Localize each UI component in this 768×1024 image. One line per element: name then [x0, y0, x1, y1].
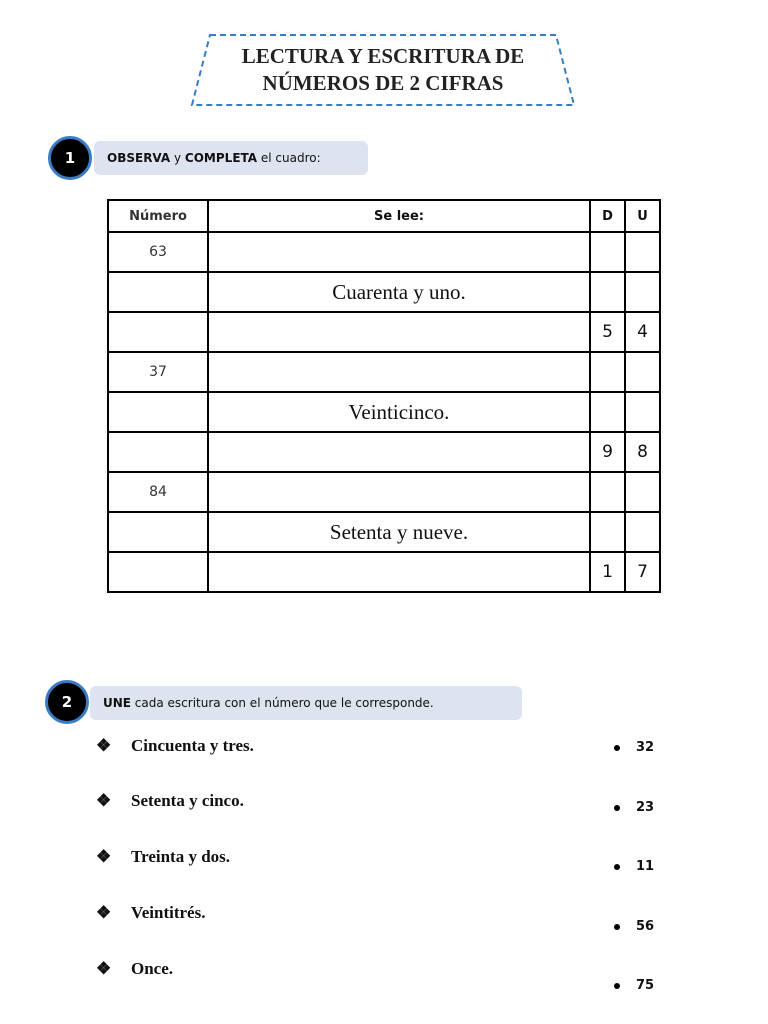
match-number-text: 11	[636, 859, 655, 874]
header-se-lee: Se lee:	[208, 200, 590, 232]
cell-numero[interactable]	[108, 552, 208, 592]
match-number-item[interactable]	[614, 919, 654, 934]
cell-numero[interactable]	[108, 312, 208, 352]
table-row	[108, 392, 660, 432]
section-1-number-badge: 1	[48, 136, 92, 180]
match-number-item[interactable]	[614, 800, 654, 815]
section-2-instruction	[103, 686, 434, 720]
cell-numero[interactable]: 63	[108, 232, 208, 272]
header-numero: Número	[108, 200, 208, 232]
cell-d[interactable]	[590, 232, 625, 272]
cell-se-lee[interactable]	[208, 312, 590, 352]
match-number-text: 75	[636, 978, 655, 993]
match-word-item[interactable]	[96, 847, 230, 867]
diamond-bullet-icon: ❖	[96, 903, 112, 922]
cell-d[interactable]: 5	[590, 312, 625, 352]
cell-d[interactable]	[590, 512, 625, 552]
table-row	[108, 512, 660, 552]
instruction-rest: el cuadro:	[257, 151, 321, 165]
table-row	[108, 272, 660, 312]
match-word-text: Veintitrés.	[131, 903, 206, 922]
cell-d[interactable]: 9	[590, 432, 625, 472]
diamond-bullet-icon: ❖	[96, 847, 112, 866]
table-row	[108, 472, 660, 512]
instruction-conjunction: y	[170, 151, 185, 165]
instruction-verb-observa: OBSERVA	[107, 151, 171, 165]
title-text	[190, 43, 576, 97]
cell-se-lee[interactable]	[208, 432, 590, 472]
match-word-item[interactable]	[96, 791, 244, 811]
cell-numero[interactable]	[108, 272, 208, 312]
match-word-text: Setenta y cinco.	[131, 791, 244, 810]
cell-se-lee[interactable]	[208, 472, 590, 512]
cell-u[interactable]	[625, 352, 660, 392]
cell-se-lee[interactable]	[208, 352, 590, 392]
bullet-dot-icon	[614, 805, 620, 811]
cell-d[interactable]: 1	[590, 552, 625, 592]
cell-u[interactable]	[625, 232, 660, 272]
match-word-text: Once.	[131, 959, 174, 978]
cell-se-lee[interactable]	[208, 552, 590, 592]
match-number-text: 23	[636, 800, 655, 815]
cell-u[interactable]	[625, 512, 660, 552]
section-1-instruction	[107, 141, 321, 175]
cell-numero[interactable]: 37	[108, 352, 208, 392]
match-number-item[interactable]	[614, 859, 654, 874]
bullet-dot-icon	[614, 745, 620, 751]
cell-numero[interactable]	[108, 432, 208, 472]
match-word-text: Cincuenta y tres.	[131, 736, 254, 755]
title-line-1: LECTURA Y ESCRITURA DE	[241, 44, 525, 68]
bullet-dot-icon	[614, 983, 620, 989]
cell-se-lee[interactable]: Veinticinco.	[208, 392, 590, 432]
cell-se-lee[interactable]: Setenta y nueve.	[208, 512, 590, 552]
cell-u[interactable]: 4	[625, 312, 660, 352]
bullet-dot-icon	[614, 864, 620, 870]
cell-numero[interactable]: 84	[108, 472, 208, 512]
match-word-item[interactable]	[96, 736, 254, 756]
section-2-number-badge: 2	[45, 680, 89, 724]
table-row	[108, 232, 660, 272]
cell-d[interactable]	[590, 352, 625, 392]
cell-se-lee[interactable]: Cuarenta y uno.	[208, 272, 590, 312]
instruction-verb-une: UNE	[103, 696, 131, 710]
cell-u[interactable]: 7	[625, 552, 660, 592]
diamond-bullet-icon: ❖	[96, 959, 112, 978]
bullet-dot-icon	[614, 924, 620, 930]
cell-numero[interactable]	[108, 512, 208, 552]
match-number-item[interactable]	[614, 978, 654, 993]
cell-d[interactable]	[590, 472, 625, 512]
instruction-rest: cada escritura con el número que le corresponde.	[130, 696, 434, 710]
title-line-2: NÚMEROS DE 2 CIFRAS	[262, 71, 504, 95]
match-number-text: 56	[636, 919, 655, 934]
diamond-bullet-icon: ❖	[96, 791, 112, 810]
table-row	[108, 552, 660, 592]
header-d: D	[590, 200, 625, 232]
match-number-text: 32	[636, 740, 655, 755]
cell-se-lee[interactable]	[208, 232, 590, 272]
instruction-verb-completa: COMPLETA	[184, 151, 258, 165]
worksheet-title	[190, 33, 576, 107]
cell-u[interactable]	[625, 392, 660, 432]
table-row	[108, 352, 660, 392]
cell-d[interactable]	[590, 392, 625, 432]
diamond-bullet-icon: ❖	[96, 736, 112, 755]
header-u: U	[625, 200, 660, 232]
table-row	[108, 312, 660, 352]
cell-u[interactable]	[625, 472, 660, 512]
table-row	[108, 432, 660, 472]
cell-numero[interactable]	[108, 392, 208, 432]
match-word-item[interactable]	[96, 959, 173, 979]
cell-u[interactable]	[625, 272, 660, 312]
match-word-text: Treinta y dos.	[131, 847, 231, 866]
table-header-row	[108, 200, 660, 232]
cell-d[interactable]	[590, 272, 625, 312]
cell-u[interactable]: 8	[625, 432, 660, 472]
numbers-table	[107, 199, 661, 593]
match-word-item[interactable]	[96, 903, 205, 923]
match-number-item[interactable]	[614, 740, 654, 755]
